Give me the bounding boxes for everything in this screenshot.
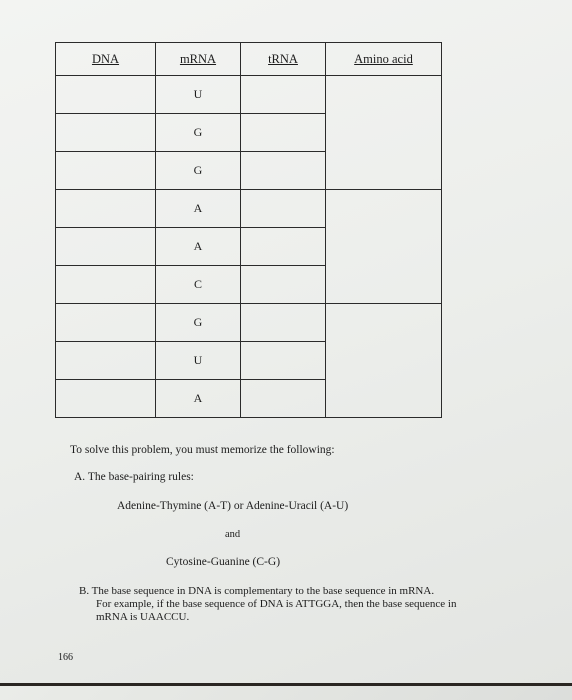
trna-cell[interactable]: [241, 228, 326, 266]
header-trna: tRNA: [241, 43, 326, 76]
dna-cell[interactable]: [56, 190, 156, 228]
header-dna: DNA: [56, 43, 156, 76]
mrna-cell: A: [156, 380, 241, 418]
trna-cell[interactable]: [241, 304, 326, 342]
trna-cell[interactable]: [241, 76, 326, 114]
dna-codon-table: [55, 42, 442, 418]
mrna-cell: U: [156, 342, 241, 380]
rule-a-label: A. The base-pairing rules:: [74, 471, 194, 483]
header-mrna: mRNA: [156, 43, 241, 76]
header-amino-acid: Amino acid: [326, 43, 442, 76]
trna-cell[interactable]: [241, 342, 326, 380]
amino-acid-cell[interactable]: [326, 304, 442, 418]
dna-cell[interactable]: [56, 76, 156, 114]
dna-cell[interactable]: [56, 152, 156, 190]
table-header-row: [56, 43, 442, 76]
trna-cell[interactable]: [241, 152, 326, 190]
instructions-intro: To solve this problem, you must memorize the following:: [70, 444, 335, 456]
mrna-cell: A: [156, 228, 241, 266]
dna-cell[interactable]: [56, 304, 156, 342]
dna-cell[interactable]: [56, 342, 156, 380]
amino-acid-cell[interactable]: [326, 76, 442, 190]
mrna-cell: G: [156, 304, 241, 342]
table-row: [56, 304, 442, 342]
rule-cytosine: Cytosine-Guanine (C-G): [166, 556, 281, 568]
rule-and: and: [225, 529, 241, 540]
dna-cell[interactable]: [56, 228, 156, 266]
mrna-cell: A: [156, 190, 241, 228]
trna-cell[interactable]: [241, 380, 326, 418]
page-number: 166: [58, 652, 73, 663]
rule-b-line-2: For example, if the base sequence of DNA is ATTGGA, then the base sequence in: [96, 598, 457, 610]
mrna-cell: U: [156, 76, 241, 114]
rule-adenine: Adenine-Thymine (A-T) or Adenine-Uracil (A-U): [117, 500, 349, 512]
dna-cell[interactable]: [56, 114, 156, 152]
rule-b-line-3: mRNA is UAACCU.: [96, 611, 190, 623]
trna-cell[interactable]: [241, 190, 326, 228]
rule-b-line-1: B. The base sequence in DNA is complementary to the base sequence in mRNA.: [79, 585, 435, 597]
dna-cell[interactable]: [56, 380, 156, 418]
amino-acid-cell[interactable]: [326, 190, 442, 304]
table-row: [56, 76, 442, 114]
mrna-cell: G: [156, 152, 241, 190]
mrna-cell: C: [156, 266, 241, 304]
trna-cell[interactable]: [241, 114, 326, 152]
mrna-cell: G: [156, 114, 241, 152]
dna-cell[interactable]: [56, 266, 156, 304]
table-row: [56, 190, 442, 228]
trna-cell[interactable]: [241, 266, 326, 304]
